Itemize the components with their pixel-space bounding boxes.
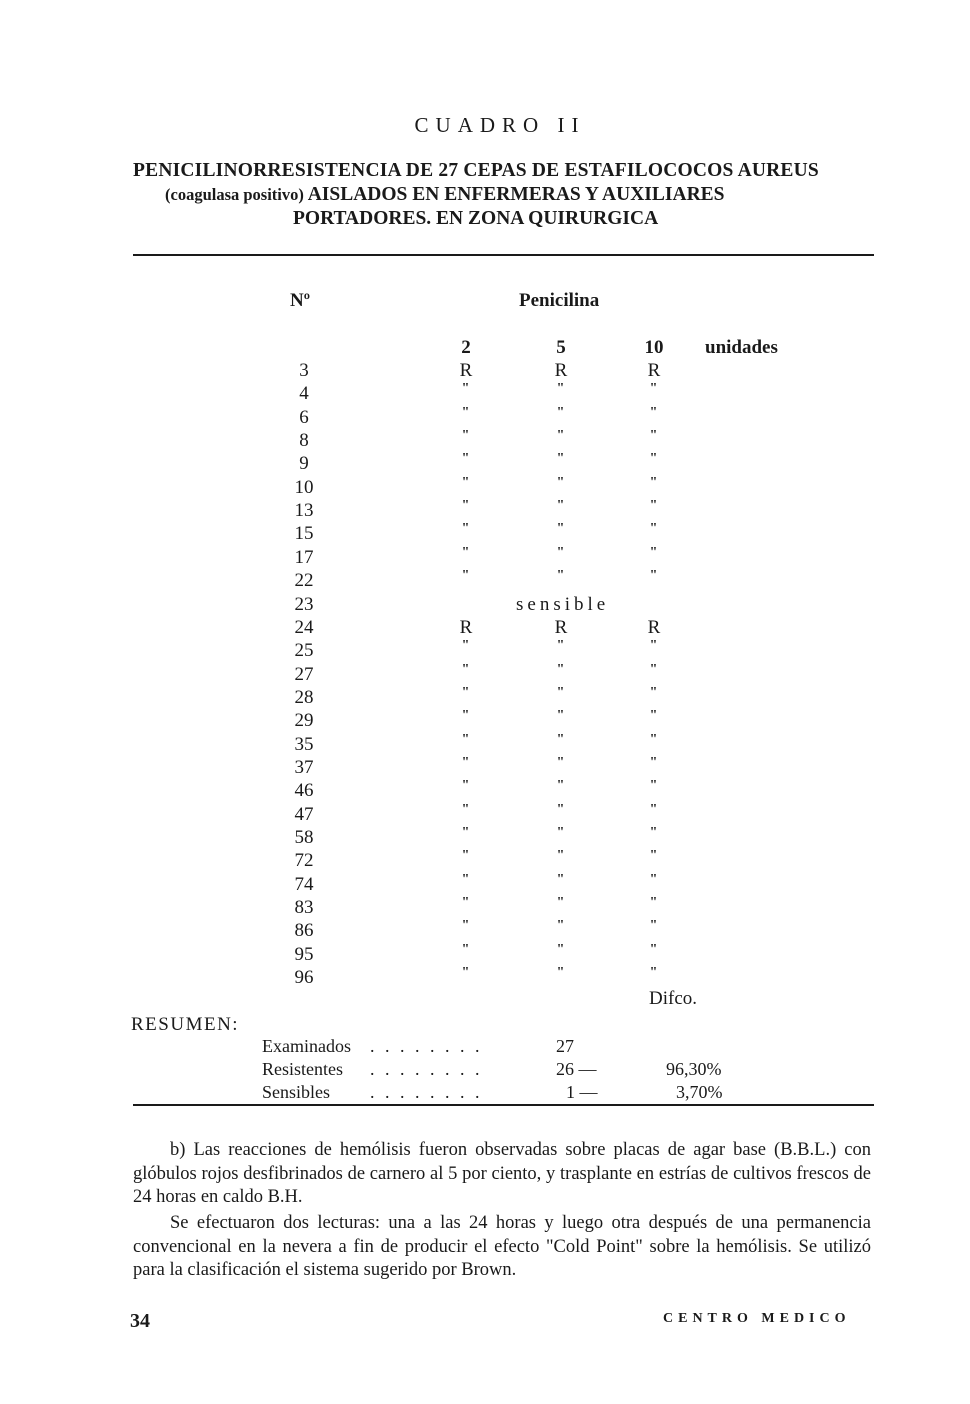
ditto-mark: " bbox=[556, 941, 566, 957]
ditto-mark: " bbox=[649, 941, 659, 957]
ditto-mark: " bbox=[649, 498, 659, 514]
ditto-mark: " bbox=[649, 568, 659, 584]
table-title-line-2 bbox=[165, 184, 725, 206]
title-qualifier: (coagulasa positivo) bbox=[165, 185, 304, 204]
ditto-mark: " bbox=[556, 895, 566, 911]
summary-label-examinados: Examinados bbox=[262, 1036, 351, 1056]
summary-heading: RESUMEN: bbox=[131, 1014, 240, 1035]
table-top-rule bbox=[133, 254, 874, 256]
ditto-mark: " bbox=[649, 474, 659, 490]
page-number: 34 bbox=[130, 1310, 150, 1332]
ditto-mark: " bbox=[649, 428, 659, 444]
ditto-mark: " bbox=[649, 825, 659, 840]
ditto-mark: " bbox=[556, 778, 566, 794]
row-number: 6 bbox=[299, 406, 309, 428]
ditto-mark: " bbox=[649, 684, 659, 700]
ditto-mark: " bbox=[649, 731, 659, 747]
ditto-mark: " bbox=[556, 825, 566, 840]
ditto-mark: " bbox=[461, 638, 471, 654]
ditto-mark: " bbox=[556, 451, 566, 467]
ditto-mark: " bbox=[461, 568, 471, 584]
row-number: 28 bbox=[294, 686, 314, 708]
row-number: 72 bbox=[294, 850, 314, 872]
ditto-mark: " bbox=[649, 871, 659, 887]
resistance-cell: R bbox=[647, 360, 661, 381]
row-number: 4 bbox=[299, 383, 309, 405]
row-number: 27 bbox=[294, 663, 314, 685]
ditto-mark: " bbox=[556, 708, 566, 724]
ditto-mark: " bbox=[556, 428, 566, 444]
ditto-mark: " bbox=[461, 544, 471, 560]
row-number: 46 bbox=[294, 780, 314, 802]
summary-count-sensibles: 1 — bbox=[566, 1082, 598, 1102]
row-number: 47 bbox=[294, 803, 314, 825]
dose-header-10: 10 bbox=[644, 337, 664, 358]
row-number: 13 bbox=[294, 500, 314, 522]
row-number: 35 bbox=[294, 733, 314, 755]
body-paragraph-1: b) Las reacciones de hemólisis fueron observadas sobre placas de agar base (B.B.L.) con glóbulos rojos desfibrinados de carnero al 5 por ciento, y trasplante en estrías de cultivos frescos de 24 horas en caldo B.H. bbox=[133, 1140, 871, 1207]
ditto-mark: " bbox=[649, 965, 659, 981]
ditto-mark: " bbox=[649, 848, 659, 864]
ditto-mark: " bbox=[461, 498, 471, 514]
ditto-mark: " bbox=[461, 661, 471, 677]
ditto-mark: " bbox=[556, 965, 566, 981]
row-number: 37 bbox=[294, 756, 314, 778]
ditto-mark: " bbox=[649, 404, 659, 420]
row-number: 15 bbox=[294, 523, 314, 545]
ditto-mark: " bbox=[649, 754, 659, 770]
ditto-mark: " bbox=[556, 918, 566, 934]
source-note: Difco. bbox=[649, 988, 698, 1009]
summary-leader-dots: . . . . . . . . bbox=[370, 1036, 483, 1056]
ditto-mark: " bbox=[461, 404, 471, 420]
ditto-mark: " bbox=[556, 754, 566, 770]
dose-header-5: 5 bbox=[556, 337, 566, 358]
body-paragraph-2: Se efectuaron dos lecturas: una a las 24 horas y luego otra después de una permanencia convencional en la nevera a fin de producir el efecto "Cold Point" sobre la hemólisis. Se utilizó para la clasificación el sistema sugerido por Brown. bbox=[133, 1213, 871, 1280]
summary-percent-resistentes: 96,30% bbox=[666, 1059, 722, 1079]
table-bottom-rule bbox=[133, 1104, 874, 1106]
ditto-mark: " bbox=[461, 684, 471, 700]
ditto-mark: " bbox=[649, 381, 659, 397]
ditto-mark: " bbox=[461, 778, 471, 794]
ditto-mark: " bbox=[461, 871, 471, 887]
ditto-mark: " bbox=[461, 521, 471, 537]
ditto-mark: " bbox=[461, 708, 471, 724]
summary-label-resistentes: Resistentes bbox=[262, 1059, 343, 1079]
ditto-mark: " bbox=[556, 731, 566, 747]
ditto-mark: " bbox=[461, 474, 471, 490]
ditto-mark: " bbox=[556, 871, 566, 887]
summary-percent-sensibles: 3,70% bbox=[676, 1082, 723, 1102]
row-number: 9 bbox=[299, 453, 309, 475]
ditto-mark: " bbox=[649, 778, 659, 794]
ditto-mark: " bbox=[556, 848, 566, 864]
ditto-mark: " bbox=[649, 451, 659, 467]
row-number: 24 bbox=[294, 616, 314, 638]
ditto-mark: " bbox=[556, 404, 566, 420]
ditto-mark: " bbox=[556, 684, 566, 700]
ditto-mark: " bbox=[461, 451, 471, 467]
row-number: 10 bbox=[294, 476, 314, 498]
resistance-cell: R bbox=[459, 360, 473, 381]
ditto-mark: " bbox=[461, 381, 471, 397]
ditto-mark: " bbox=[461, 918, 471, 934]
summary-leader-dots: . . . . . . . . bbox=[370, 1082, 483, 1102]
row-number: 74 bbox=[294, 873, 314, 895]
row-number: 8 bbox=[299, 430, 309, 452]
row-number: 86 bbox=[294, 920, 314, 942]
ditto-mark: " bbox=[649, 661, 659, 677]
resistance-cell: R bbox=[554, 616, 568, 638]
ditto-mark: " bbox=[461, 848, 471, 864]
row-number: 22 bbox=[294, 570, 314, 592]
summary-leader-dots: . . . . . . . . bbox=[370, 1059, 483, 1079]
ditto-mark: " bbox=[461, 965, 471, 981]
ditto-mark: " bbox=[556, 661, 566, 677]
ditto-mark: " bbox=[649, 708, 659, 724]
ditto-mark: " bbox=[649, 521, 659, 537]
resistance-cell: R bbox=[647, 616, 661, 638]
row-number: 29 bbox=[294, 710, 314, 732]
ditto-mark: " bbox=[556, 544, 566, 560]
row-number: 3 bbox=[299, 360, 309, 381]
ditto-mark: " bbox=[461, 825, 471, 840]
ditto-mark: " bbox=[556, 638, 566, 654]
units-label: unidades bbox=[705, 337, 778, 358]
column-header-penicilina: Penicilina bbox=[519, 290, 600, 311]
dose-header-2: 2 bbox=[461, 337, 471, 358]
row-number: 58 bbox=[294, 827, 314, 848]
ditto-mark: " bbox=[649, 544, 659, 560]
sensitive-label: sensible bbox=[516, 593, 610, 615]
row-number: 23 bbox=[294, 593, 314, 615]
ditto-mark: " bbox=[556, 801, 566, 817]
ditto-mark: " bbox=[649, 638, 659, 654]
ditto-mark: " bbox=[556, 498, 566, 514]
summary-count-resistentes: 26 — bbox=[556, 1059, 597, 1079]
ditto-mark: " bbox=[461, 895, 471, 911]
ditto-mark: " bbox=[461, 801, 471, 817]
ditto-mark: " bbox=[556, 474, 566, 490]
title-line-2-text: AISLADOS EN ENFERMERAS Y AUXILIARES bbox=[307, 184, 725, 205]
summary-label-sensibles: Sensibles bbox=[262, 1082, 331, 1102]
resistance-cell: R bbox=[554, 360, 568, 381]
ditto-mark: " bbox=[556, 568, 566, 584]
table-caption: CUADRO II bbox=[414, 113, 586, 137]
journal-name: CENTRO MEDICO bbox=[663, 1311, 851, 1326]
ditto-mark: " bbox=[649, 918, 659, 934]
row-number: 83 bbox=[294, 897, 314, 919]
resistance-cell: R bbox=[459, 616, 473, 638]
row-number: 25 bbox=[294, 640, 314, 662]
summary-count-examinados: 27 bbox=[556, 1036, 574, 1056]
column-header-number: Nº bbox=[290, 290, 310, 311]
ditto-mark: " bbox=[461, 754, 471, 770]
table-title-line-1: PENICILINORRESISTENCIA DE 27 CEPAS DE ESTAFILOCOCOS AUREUS bbox=[133, 160, 819, 181]
ditto-mark: " bbox=[461, 731, 471, 747]
row-number: 95 bbox=[294, 943, 314, 965]
ditto-mark: " bbox=[461, 941, 471, 957]
ditto-mark: " bbox=[556, 521, 566, 537]
ditto-mark: " bbox=[649, 801, 659, 817]
row-number: 96 bbox=[294, 967, 314, 989]
row-number: 17 bbox=[294, 546, 314, 568]
ditto-mark: " bbox=[461, 428, 471, 444]
table-title-line-3: PORTADORES. EN ZONA QUIRURGICA bbox=[293, 208, 659, 229]
ditto-mark: " bbox=[556, 381, 566, 397]
ditto-mark: " bbox=[649, 895, 659, 911]
